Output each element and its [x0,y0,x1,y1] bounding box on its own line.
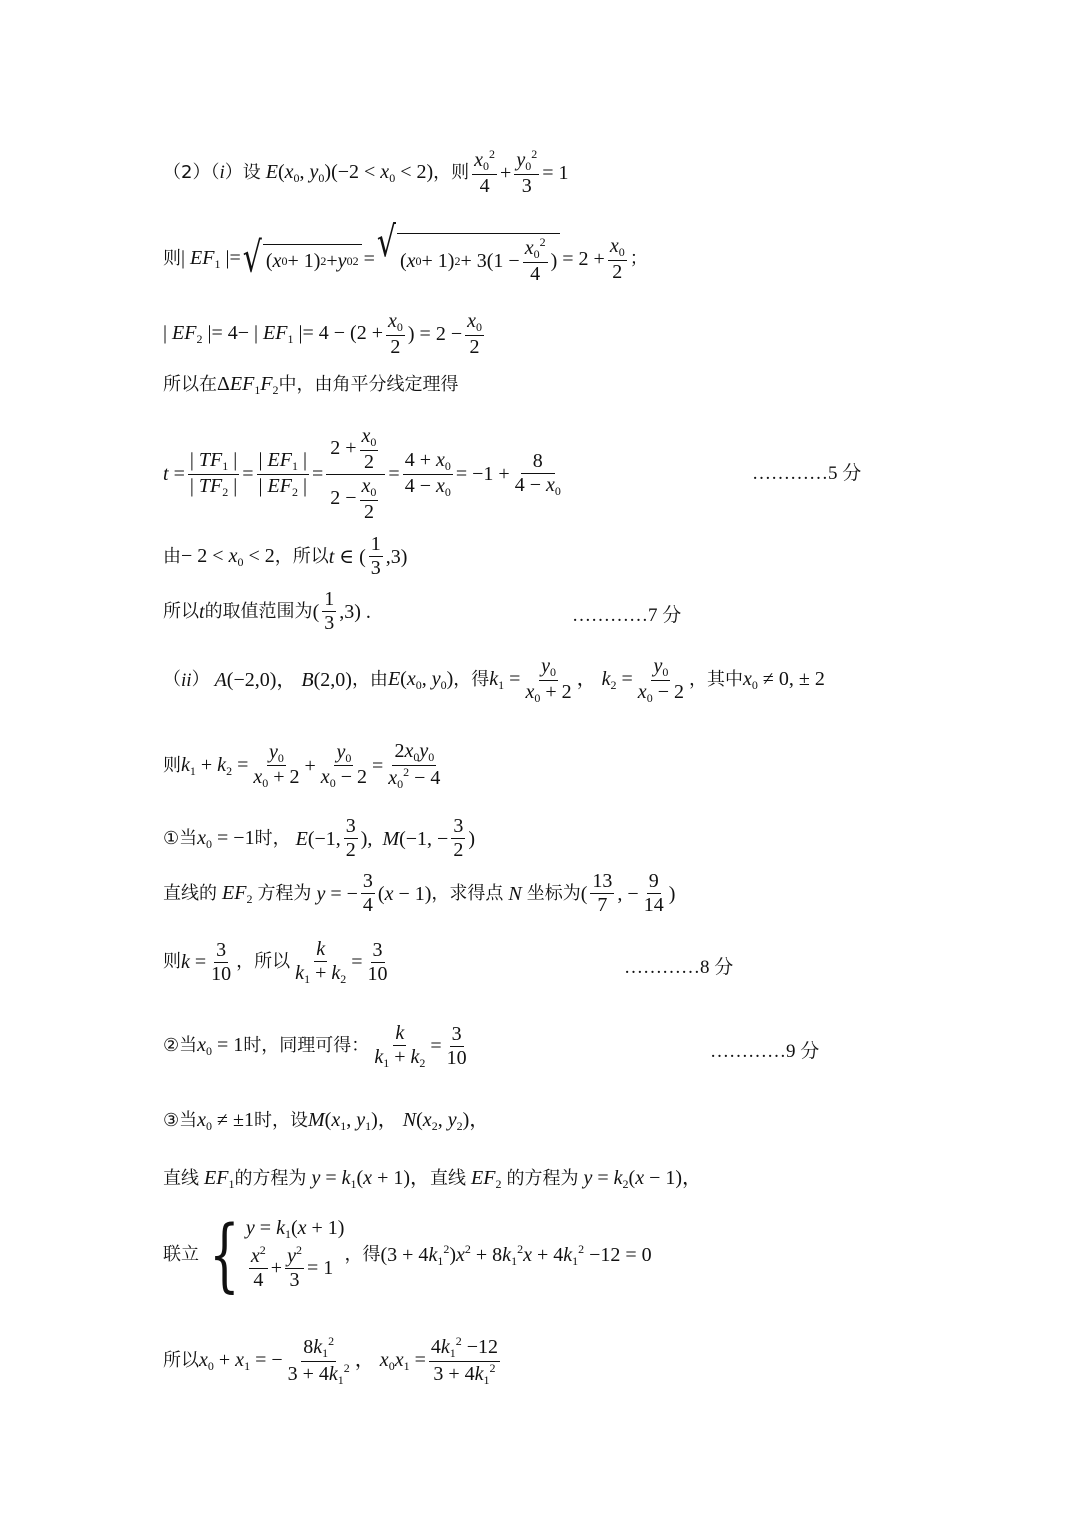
line-9: 则 $k_1 + k_2$ = $\frac{y_0}{x_0 + 2}$ + $\frac{y_0}{x_0 - 2}$ = $\frac{2x_0y_0}{x_0^2 - 4}$ [163,740,441,791]
line-4: 所以在 $\Delta EF_1F_2$ 中，由角平分线定理得 [163,373,459,397]
line-13: ②当 $x_0 = 1$ 时，同理可得： $\frac{k}{k_1 + k_2}$ = $\frac{3}{10}$ [163,1022,467,1070]
line-1: （2）（ i ） 设 $E(x_0$, $y_0)(-2 < x_0 < 2)$ ，则 $\frac{x_0^2}{4}$ + $\frac{y_0^2}{3}$ = 1 [163,147,569,197]
score-8: …………8 分 [624,957,734,978]
line-12: 则 k = $\frac{3}{10}$ ，所以 $\frac{k}{k_1 + k_2}$ = $\frac{3}{10}$ [163,938,388,986]
sqrt: √ ( x 0 + 1) 2 + y 0 2 [243,244,362,274]
score-7: …………7 分 [572,605,682,626]
line-14: ③当 $x_0 \ne \pm 1$ 时，设 $M(x_1$, $y_1$)， $N(x_2$, $y_2$)， [163,1109,490,1133]
frac: $\frac{x_0^2}{4}$ [474,147,496,197]
line-7: 所以 t 的取值范围为 ( $\frac{1}{3}$ ,3) . [163,588,371,634]
line-16: 联立 { $y = k_1(x + 1)$ $\frac{x^2}{4}$ + $\frac{y^2}{3}$ = 1 ，得 $(3 + 4k_1^2)x^2 + 8k_1^2x + 4k_1^2 -12 = 0$ [163,1208,652,1301]
line-11: 直线的 $EF_2$ 方程为 y = − $\frac{3}{4}$ (x − 1) ，求得点 N 坐标为 ( $\frac{13}{7}$ , − $\frac{9}{14}$ ) [163,870,676,916]
line-15: 直线 $EF_1$ 的方程为 $y = k_1(x + 1)$， 直线 $EF_2$ 的方程为 $y = k_2(x - 1)$， [163,1167,703,1191]
score-9: …………9 分 [710,1041,820,1062]
line-2: 则 | $EF_1$ |= √ ( x 0 + 1) 2 + y 0 2 = √ ( x 0 + 1) 2 + 3(1 − $\frac{x_0^2}{4}$ ) = 2 + $\frac{x_0}{2}$ ； [163,218,648,285]
line-6: 由 − $2 < x_0 < 2$ ，所以 t ∈ ( $\frac{1}{3}$ ,3) [163,533,408,579]
line-10: ①当 $x_0 = -1$ 时， E(−1, $\frac{3}{2}$ ), M(−1, − $\frac{3}{2}$ ) [163,815,475,861]
line-5: t = $\frac{| TF_1 |}{| TF_2 |}$ = $\frac{| EF_1 |}{| EF_2 |}$ = 2 + $\frac{x_0}{2}$ 2 − $\frac{x_0}{2}$ = $\frac{4 + x_0}{4 - x_0}$ = −1 + $\frac{8}{4 - x_0}$ [163,425,561,523]
sqrt: √ ( x 0 + 1) 2 + 3(1 − $\frac{x_0^2}{4}$ ) [377,233,560,286]
frac: $\frac{y_0^2}{3}$ [516,147,538,197]
line-3: | $EF_2$ |= 4− | $EF_1$ |= 4 − (2 + $\frac{x_0}{2}$ ) = 2 − $\frac{x_0}{2}$ [163,310,482,358]
score-5: …………5 分 [752,463,862,484]
line-8: （ ii ） A(−2,0)， B(2,0) ，由 $E(x_0$, $y_0$) ，得 $k_1$ = $\frac{y_0}{x_0 + 2}$ ， $k_2$ = $\frac{y_0}{x_0 - 2}$ ，其中 $x_0 \ne 0$, ± 2 [163,655,825,705]
line-17: 所以 $x_0 + x_1$ = − $\frac{8k_1^2}{3 + 4k_1^2}$ ， $x_0x_1$ = $\frac{4k_1^2 -12}{3 + 4k_1^2}$ [163,1334,499,1387]
